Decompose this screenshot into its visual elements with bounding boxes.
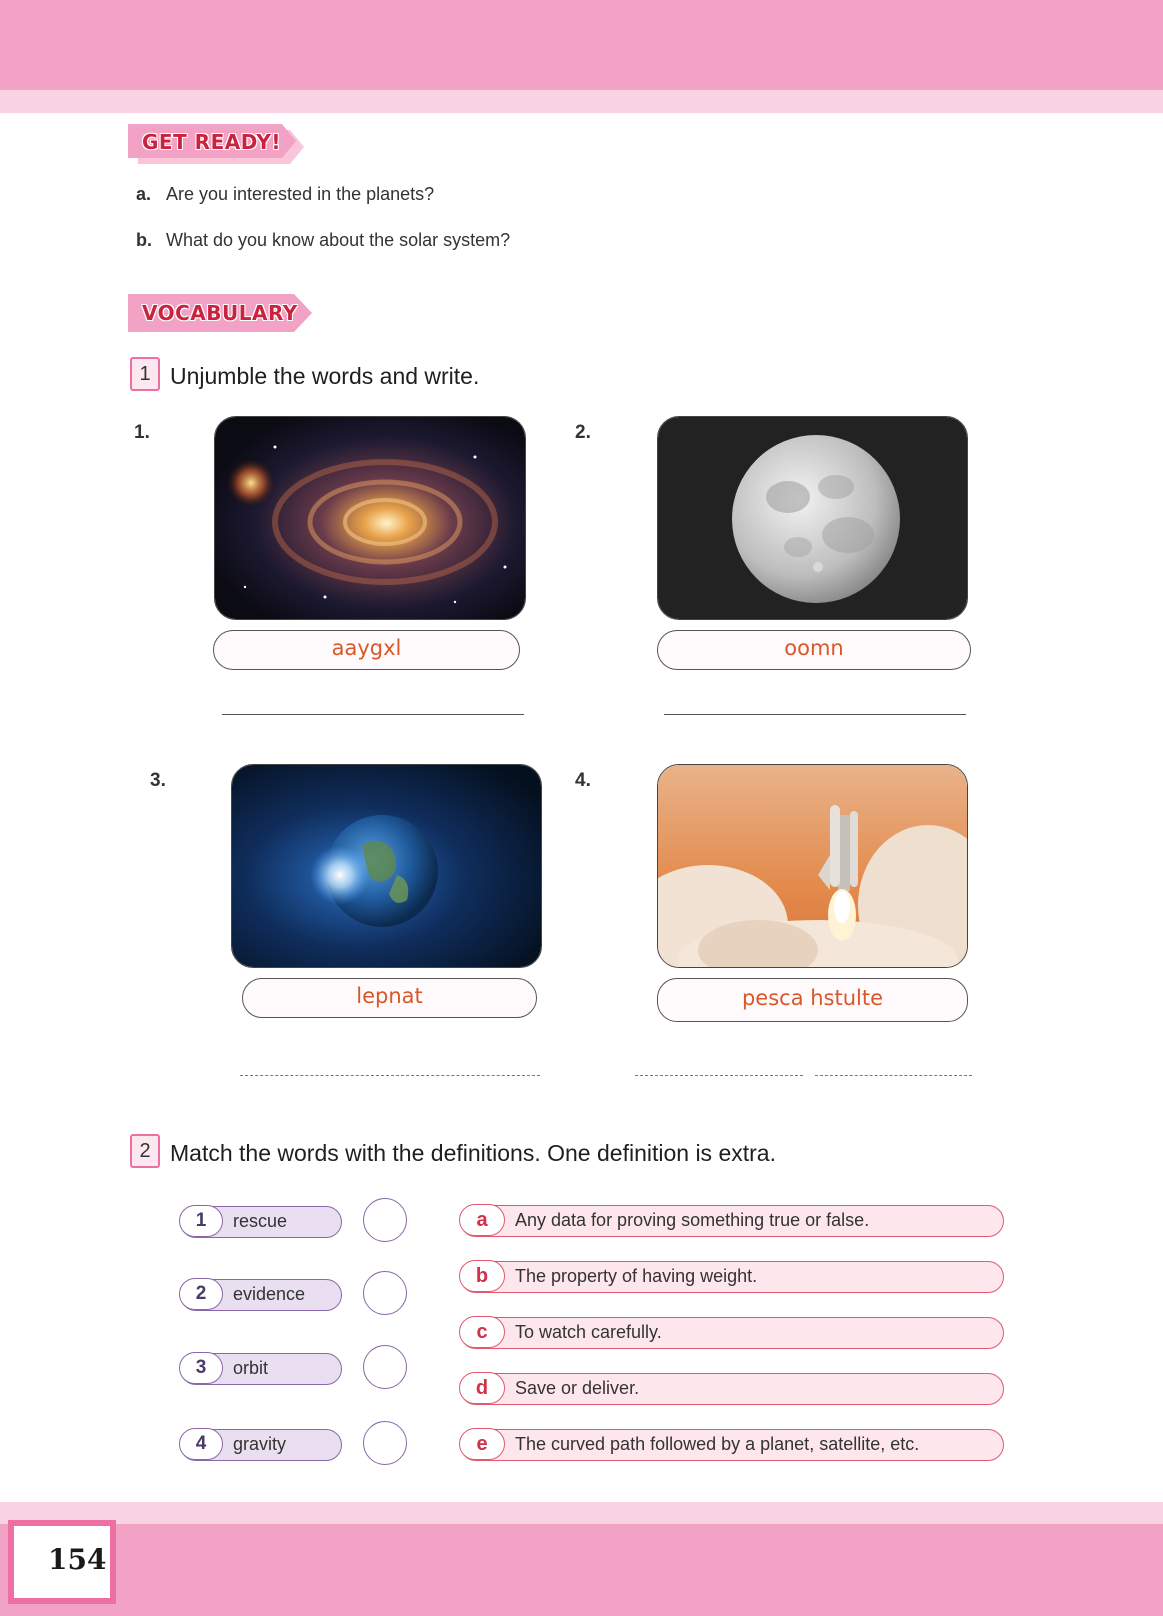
word-number: 4 [179, 1428, 223, 1460]
galaxy-image [214, 416, 526, 620]
word-item-orbit [180, 1353, 342, 1385]
exercise-2-number: 2 [130, 1134, 160, 1168]
scrambled-word-1: aaygxl [213, 630, 520, 670]
question-b-letter: b. [136, 230, 152, 250]
answer-line-1[interactable] [222, 714, 524, 715]
exercise-2-title: Match the words with the definitions. One definition is extra. [170, 1140, 776, 1166]
word-label: orbit [233, 1358, 269, 1378]
item-4-number: 4. [575, 770, 591, 791]
header-stripe [0, 90, 1163, 113]
answer-circle-1[interactable] [363, 1198, 407, 1242]
definition-c [460, 1317, 1004, 1349]
answer-circle-3[interactable] [363, 1345, 407, 1389]
planet-earth-image [231, 764, 542, 968]
definition-e [460, 1429, 1004, 1461]
word-label: gravity [233, 1434, 287, 1454]
word-label: rescue [233, 1211, 288, 1231]
definition-text: To watch carefully. [515, 1322, 662, 1342]
answer-line-4a[interactable] [635, 1075, 803, 1076]
footer-stripe [0, 1502, 1163, 1524]
item-3-number: 3. [150, 770, 166, 791]
definition-letter: a [459, 1204, 505, 1236]
definition-letter: c [459, 1316, 505, 1348]
vocabulary-banner [128, 294, 312, 334]
exercise-1-number: 1 [130, 357, 160, 391]
word-number: 2 [179, 1278, 223, 1310]
scrambled-word-4: pesca hstulte [657, 978, 968, 1022]
definition-text: The property of having weight. [515, 1266, 758, 1286]
moon-image [657, 416, 968, 620]
get-ready-title: GET READY! [142, 130, 281, 154]
answer-line-3[interactable] [240, 1075, 540, 1076]
vocabulary-title: VOCABULARY [142, 301, 298, 325]
scrambled-word-2: oomn [657, 630, 971, 670]
word-item-evidence [180, 1279, 342, 1311]
answer-circle-2[interactable] [363, 1271, 407, 1315]
answer-line-4b[interactable] [815, 1075, 972, 1076]
footer-band [0, 1524, 1163, 1616]
get-ready-banner [128, 124, 304, 164]
word-item-gravity [180, 1429, 342, 1461]
definition-letter: d [459, 1372, 505, 1404]
definition-text: Any data for proving something true or false. [515, 1210, 870, 1230]
answer-line-2[interactable] [664, 714, 966, 715]
scrambled-word-3: lepnat [242, 978, 537, 1018]
answer-circle-4[interactable] [363, 1421, 407, 1465]
definition-b [460, 1261, 1004, 1293]
question-a-text: Are you interested in the planets? [166, 184, 435, 204]
question-b-text: What do you know about the solar system? [166, 230, 511, 250]
item-2-number: 2. [575, 422, 591, 443]
definition-letter: b [459, 1260, 505, 1292]
definition-d [460, 1373, 1004, 1405]
definition-text: The curved path followed by a planet, satellite, etc. [515, 1434, 920, 1454]
page-number: 154 [48, 1543, 107, 1576]
definition-text: Save or deliver. [515, 1378, 640, 1398]
word-number: 1 [179, 1205, 223, 1237]
word-number: 3 [179, 1352, 223, 1384]
item-1-number: 1. [134, 422, 150, 443]
question-a-letter: a. [136, 184, 152, 204]
exercise-1-title: Unjumble the words and write. [170, 363, 480, 389]
word-item-rescue [180, 1206, 342, 1238]
space-shuttle-image [657, 764, 968, 968]
definition-a [460, 1205, 1004, 1237]
word-label: evidence [233, 1284, 306, 1304]
header-band [0, 0, 1163, 90]
definition-letter: e [459, 1428, 505, 1460]
